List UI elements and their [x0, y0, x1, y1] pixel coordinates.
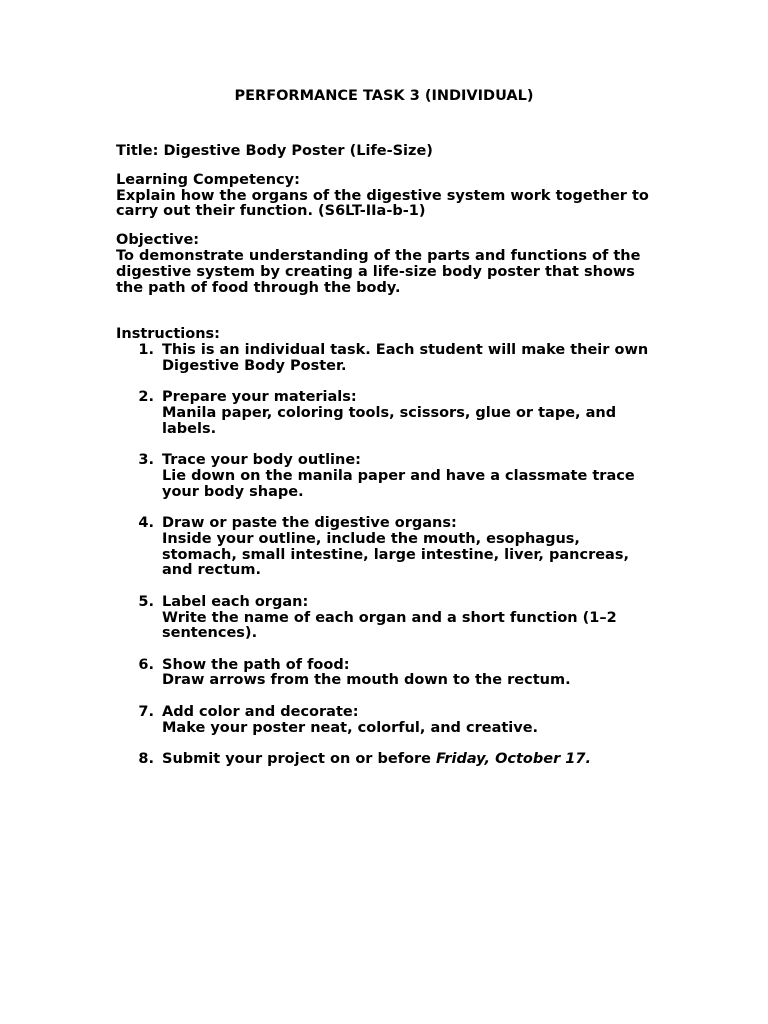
- item-number: 8.: [138, 750, 154, 767]
- item-detail: Lie down on the manila paper and have a classmate trace your body shape.: [162, 467, 635, 500]
- item-heading: Label each organ:: [162, 593, 309, 610]
- item-number: 6.: [138, 656, 154, 673]
- task-title: Title: Digestive Body Poster (Life-Size): [116, 143, 433, 159]
- item-detail: Inside your outline, include the mouth, esophagus, stomach, small intestine, large intestine, liver, pancreas, and rectum.: [162, 530, 629, 579]
- item-number: 2.: [138, 389, 154, 406]
- item-number: 3.: [138, 452, 154, 469]
- objective-label: Objective:: [116, 232, 200, 249]
- item-number: 5.: [138, 593, 154, 610]
- item-detail: Draw arrows from the mouth down to the rectum.: [162, 672, 571, 689]
- item-text: Submit your project on or before: [162, 750, 437, 767]
- instructions-list: [116, 343, 656, 767]
- page-title: PERFORMANCE TASK 3 (INDIVIDUAL): [234, 88, 534, 104]
- instructions-label: Instructions:: [116, 326, 220, 343]
- list-item: [116, 705, 656, 737]
- list-item: [116, 752, 656, 768]
- item-heading: Draw or paste the digestive organs:: [162, 515, 457, 532]
- item-heading: Prepare your materials:: [162, 389, 357, 406]
- list-item: [116, 658, 656, 690]
- competency-text: Explain how the organs of the digestive system work together to carry out their function. (S6LT-IIa-b-1): [116, 187, 649, 220]
- item-text: This is an individual task. Each student will make their own Digestive Body Poster.: [162, 342, 649, 374]
- list-item: [116, 595, 656, 642]
- item-detail: Make your poster neat, colorful, and creative.: [162, 719, 539, 736]
- list-item: [116, 343, 656, 375]
- item-number: 4.: [138, 515, 154, 532]
- list-item: [116, 390, 656, 437]
- item-detail: Manila paper, coloring tools, scissors, glue or tape, and labels.: [162, 405, 617, 437]
- item-number: 1.: [138, 342, 154, 359]
- competency-label: Learning Competency:: [116, 171, 300, 188]
- item-heading: Trace your body outline:: [162, 452, 361, 469]
- objective-text: To demonstrate understanding of the parts and functions of the digestive system by creating a life-size body poster that shows the path of food through the body.: [116, 247, 641, 296]
- list-item: [116, 516, 656, 579]
- list-item: [116, 453, 656, 500]
- item-number: 7.: [138, 703, 154, 720]
- document-body: [116, 144, 656, 783]
- deadline-date: Friday, October 17.: [436, 750, 591, 767]
- item-detail: Write the name of each organ and a short function (1–2 sentences).: [162, 609, 617, 642]
- item-heading: Show the path of food:: [162, 656, 350, 673]
- item-heading: Add color and decorate:: [162, 703, 359, 720]
